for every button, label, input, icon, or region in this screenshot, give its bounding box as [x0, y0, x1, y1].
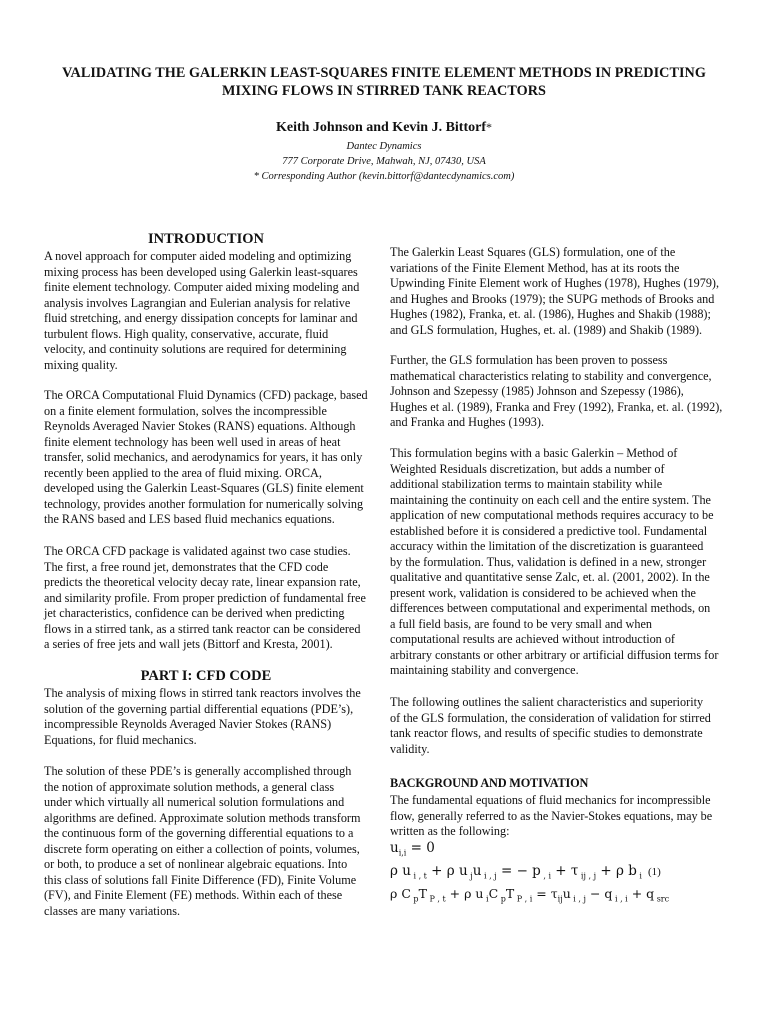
corresponding-mark: * — [486, 120, 493, 134]
title-line-2: MIXING FLOWS IN STIRRED TANK REACTORS — [222, 83, 546, 99]
paper-title — [40, 64, 728, 100]
equation-number: (1) — [647, 866, 661, 878]
gls-paragraph-4: The following outlines the salient characteristics and superiority of the GLS formulation, the consideration of validation for stirred tank reactor flows, and results of specific studies to demonstrate validity. — [390, 695, 711, 756]
intro-paragraph-1: A novel approach for computer aided modeling and optimizing mixing process has been developed using Galerkin least-squares finite element technology. Computer aided mixing modeling and analysis involves Lagrangian and Eulerian analysis for relative fluid stretching, and energy dissipation concepts for laminar and turbulent flows. High quality, conservative, accurate, fluid velocity, and continuity solutions are required for determining mixing quality. — [44, 249, 360, 372]
part1-heading: PART I: CFD CODE — [140, 668, 272, 684]
background-paragraph: The fundamental equations of fluid mechanics for incompressible flow, generally referred to as the Navier-Stokes equations, may be written as the following: — [390, 793, 713, 838]
author-list — [0, 118, 768, 137]
background-heading: BACKGROUND AND MOTIVATION — [390, 776, 589, 790]
gls-paragraph-3: This formulation begins with a basic Galerkin – Method of Weighted Residuals discretization, but adds a number of additional stabilization terms to maintain stability while maintaining the continuity on each cell and the entire system. The application of new computational methods requires accuracy to be established before it is considered a predictive tool. Fundamental accuracy within the limitation of the discretization is guaranteed by the formulation. Thus, validation is defined in a new, stronger qualitative and quantitative sense Zalc, et. al. (2001, 2002). In the present work, validation is considered to be achieved when the differences between computational and experimental methods, on a full field basis, are found to be very small and when computational results are achieved without introduction of arbitrary constants or other arbitrary or artificial diffusion terms for maintaining stability and convergence. — [390, 446, 719, 677]
gls-paragraph-1: The Galerkin Least Squares (GLS) formulation, one of the variations of the Finite Element Method, has at its roots the Upwinding Finite Element work of Hughes (1978), Hughes (1979), and Hughes and Brooks (1979); the SUPG methods of Brooks and Hughes (1982), Franka, et. al. (1986), Hughes and Shakib (1988); and GLS formulation, Hughes, et. al. (1989) and Shakib (1989). — [390, 245, 720, 337]
author-names: Keith Johnson and Kevin J. Bittorf — [275, 120, 487, 135]
momentum-equation: ρ u $_{i , t}$ + ρ u $_j$u $_{i , j}$ = − p $_{, i}$ + τ $_{ij , j}$ + ρ b $_i$ (1) — [390, 863, 661, 881]
continuity-equation: $u_{i,i} = 0$ — [390, 840, 435, 858]
introduction-heading: INTRODUCTION — [147, 231, 264, 247]
part1-paragraph-1: The analysis of mixing flows in stirred tank reactors involves the solution of the governing partial differential equations (PDE’s), incompressible Reynolds Averaged Navier Stokes (RANS) Equations, for fluid mechanics. — [44, 686, 361, 747]
energy-equation: ρ C $_p$T $_{P , t}$ + ρ u $_i$C $_p$T $_{P , i} = \tau_{ij}u$ $_{i , j}$ − q $_{i , i}$ + q $_{src}$ — [390, 886, 670, 904]
intro-paragraph-2: The ORCA Computational Fluid Dynamics (CFD) package, based on a finite element formulation, solves the incompressible Reynolds Averaged Navier Stokes (RANS) equations. Although finite element technology has been well used in areas of heat transfer, solid mechanics, and aerodynamics for years, it has only recently been applied to the area of fluid mixing. ORCA, developed using the Galerkin Least-Squares (GLS) finite element technology, provides another formulation for numerically solving the RANS based and LES based fluid mechanics equations. — [44, 388, 368, 526]
address: 777 Corporate Drive, Mahwah, NJ, 07430, USA — [282, 156, 486, 167]
title-line-1: VALIDATING THE GALERKIN LEAST-SQUARES FINITE ELEMENT METHODS IN PREDICTING — [62, 65, 706, 81]
part1-paragraph-2: The solution of these PDE’s is generally accomplished through the notion of approximate solution methods, a general class under which virtually all numerical solution formulations and algorithms are defined. Approximate solution methods transform the continuous form of the governing differential equations to a discrete form operating on either a collection of points, volumes, or both, to produce a set of nonlinear algebraic equations. Into this class of solutions fall Finite Difference (FD), Finite Volume (FV), and Finite Element (FE) methods. Within each of these classes are many variations. — [44, 764, 361, 918]
affiliation: Dantec Dynamics — [346, 141, 422, 152]
corresponding-author: * Corresponding Author (kevin.bittorf@dantecdynamics.com) — [253, 171, 515, 182]
intro-paragraph-3: The ORCA CFD package is validated against two case studies. The first, a free round jet, demonstrates that the CFD code predicts the theoretical velocity decay rate, linear expansion rate, and similarity profile. From proper prediction of fundamental free jet characteristics, confidence can be derived when predicting flows in a stirred tank, as a stirred tank reactor can be considered a series of free jets and wall jets (Bittorf and Kresta, 2001). — [44, 544, 366, 651]
gls-paragraph-2: Further, the GLS formulation has been proven to possess mathematical characteristics relating to stability and convergence, Johnson and Szepessy (1985) Johnson and Szepessy (1986), Hughes et al. (1989), Franka and Frey (1992), Franka, et. al. (1992), and Franka and Hughes (1993). — [390, 353, 723, 429]
